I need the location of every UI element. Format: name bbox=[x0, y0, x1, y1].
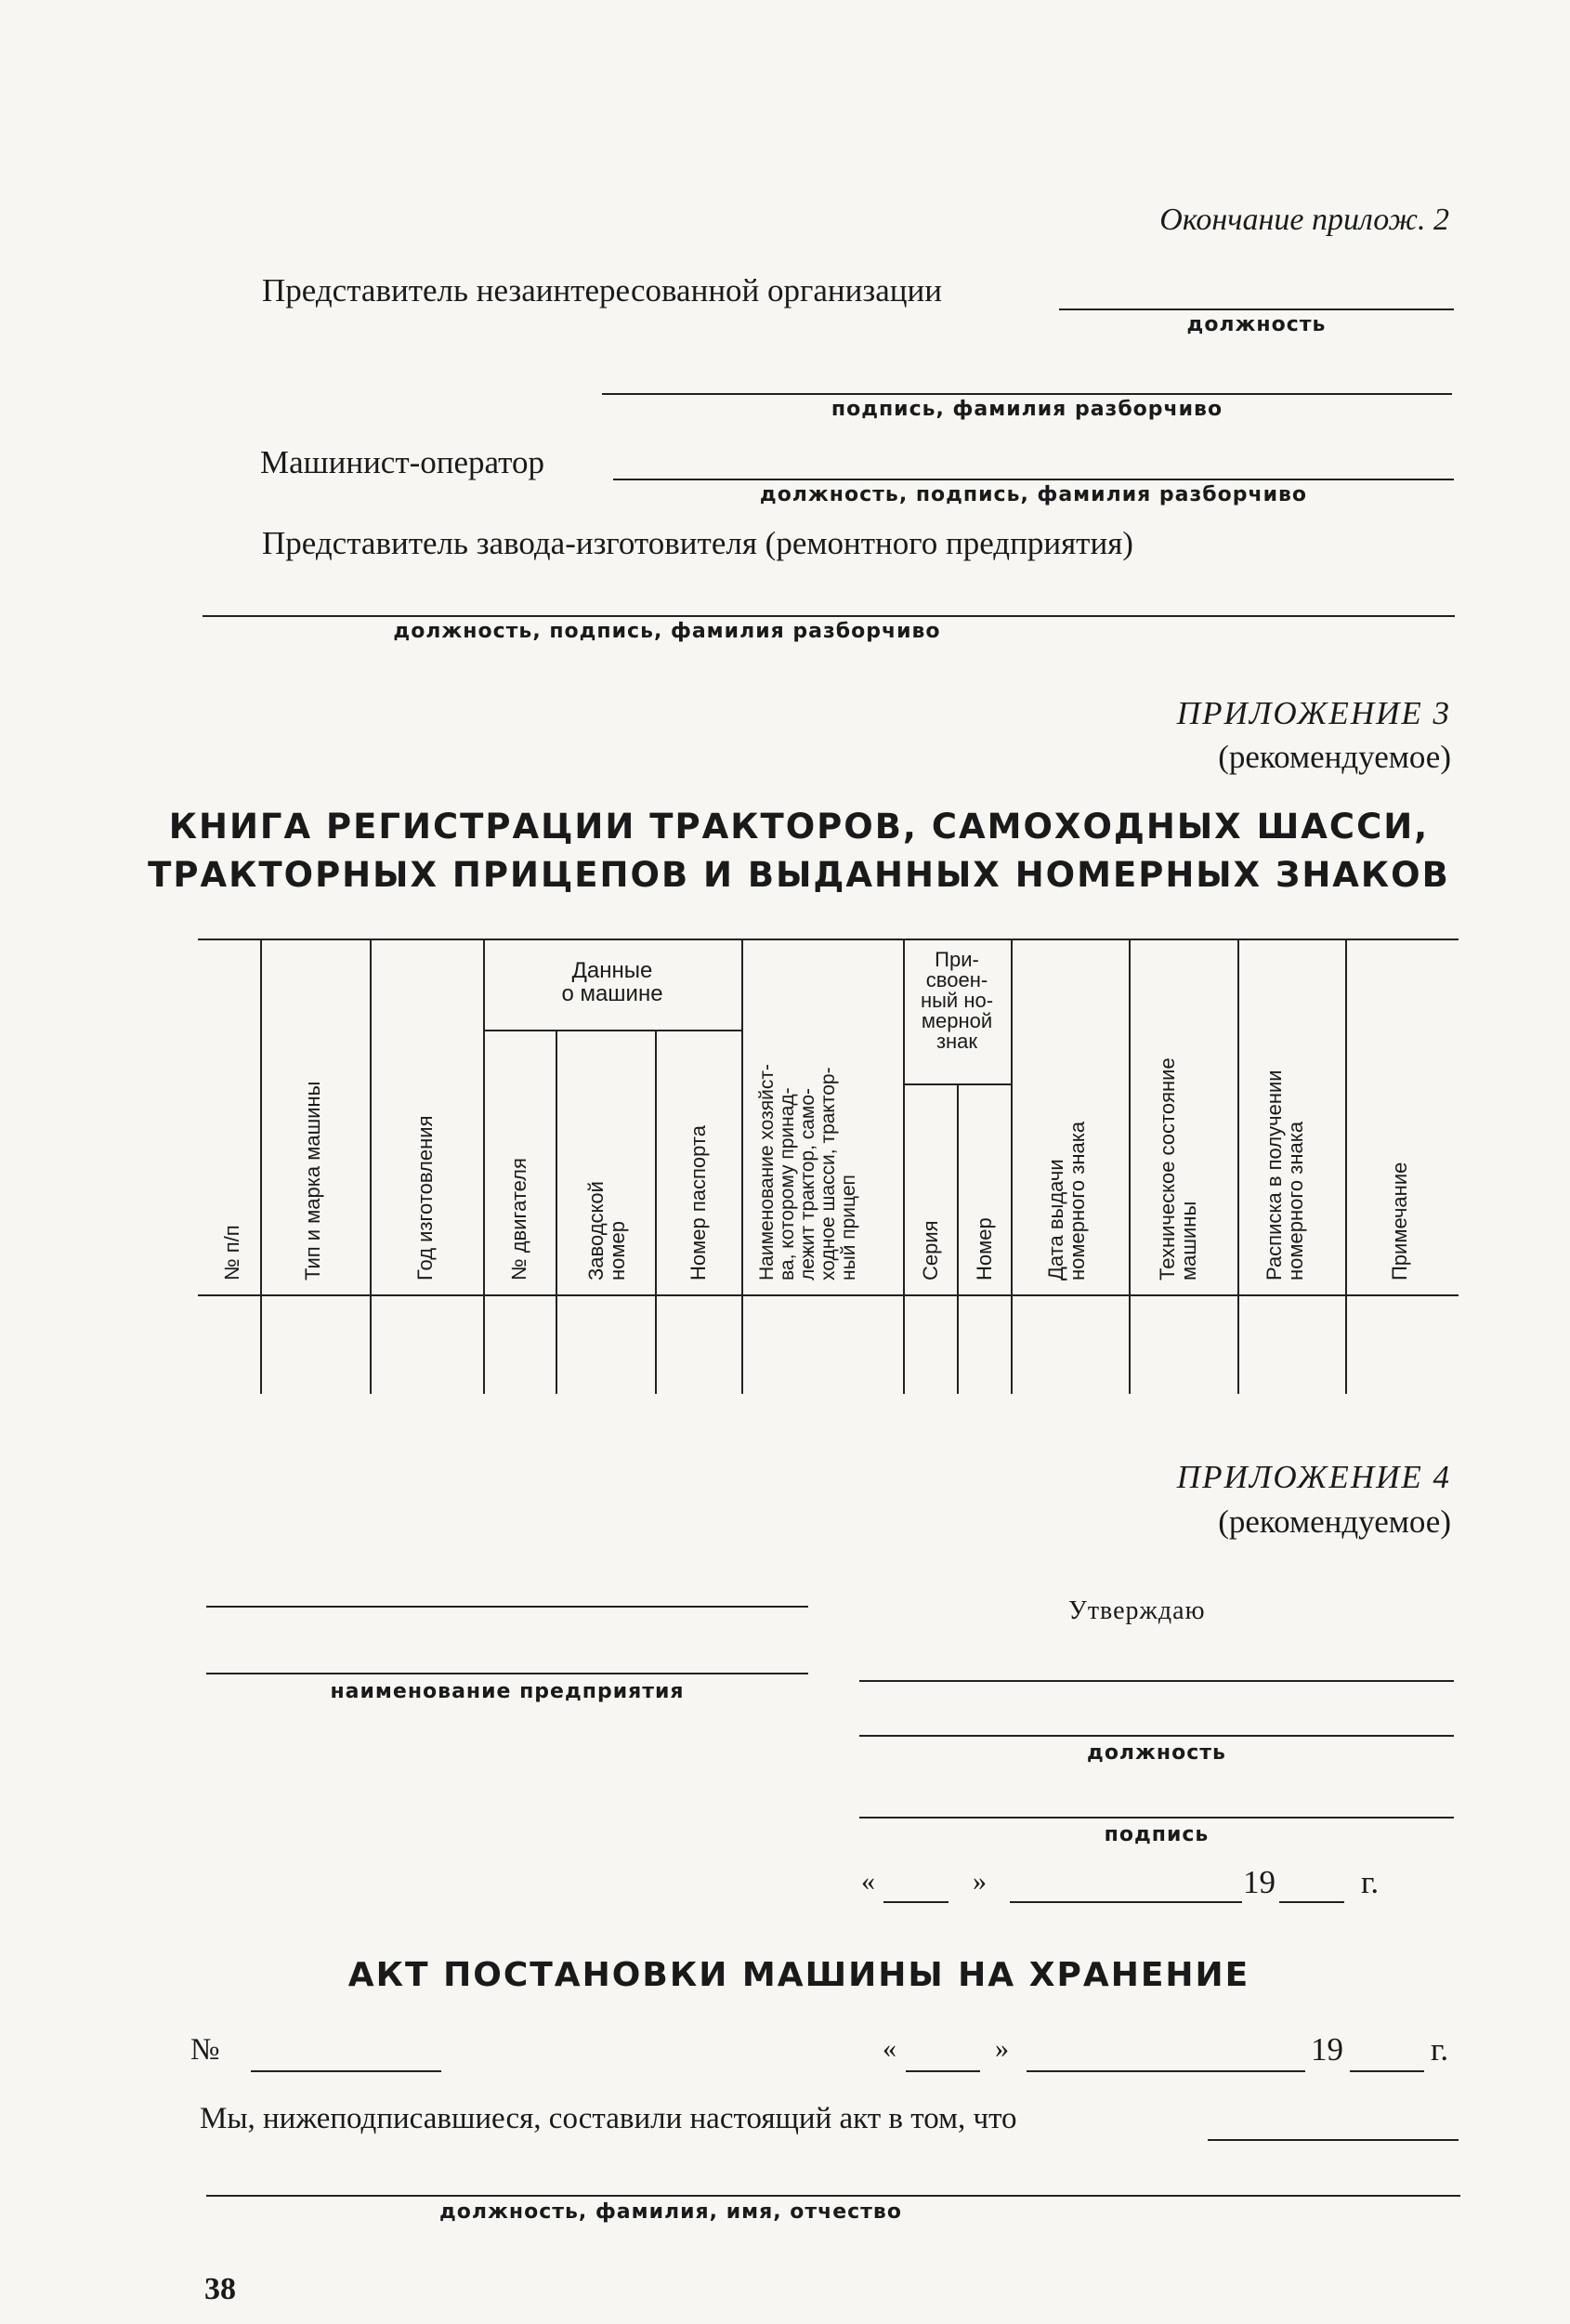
appendix4-title: ПРИЛОЖЕНИЕ 4 bbox=[1176, 1459, 1451, 1495]
col-border-7 bbox=[903, 939, 905, 1394]
approve-signature-line[interactable] bbox=[859, 1817, 1454, 1818]
col-border-12 bbox=[1345, 939, 1347, 1394]
rep-org-position-caption: должность bbox=[1186, 313, 1327, 336]
operator-caption: должность, подпись, фамилия разборчиво bbox=[759, 483, 1308, 506]
group-plate-header: При- своен- ный но- мерной знак bbox=[920, 948, 994, 1053]
approve-date-close-quote: » bbox=[973, 1866, 987, 1897]
act-body: Мы, нижеподписавшиеся, составили настоящий акт в том, что bbox=[200, 2102, 1017, 2135]
col-header-condition: Техническое состояние машины bbox=[1156, 1057, 1201, 1280]
col-border-2 bbox=[370, 939, 372, 1394]
act-body-line[interactable] bbox=[1208, 2139, 1459, 2141]
act-day-line[interactable] bbox=[906, 2070, 980, 2072]
col-border-5 bbox=[655, 1030, 657, 1394]
table-header-bottom bbox=[198, 1294, 1459, 1296]
col-border-3 bbox=[483, 939, 485, 1394]
act-year-prefix: 19 bbox=[1311, 2031, 1343, 2068]
enterprise-line-2[interactable] bbox=[206, 1673, 808, 1674]
approve-month-line[interactable] bbox=[1010, 1901, 1242, 1903]
approve-line-1[interactable] bbox=[859, 1680, 1454, 1682]
col-border-11 bbox=[1237, 939, 1239, 1394]
table-top-border bbox=[198, 939, 1459, 940]
enterprise-caption: наименование предприятия bbox=[330, 1680, 685, 1703]
act-year-line[interactable] bbox=[1350, 2070, 1424, 2072]
col-header-note: Примечание bbox=[1388, 1162, 1411, 1280]
approve-year-suffix: г. bbox=[1361, 1864, 1380, 1900]
appendix3-subtitle: (рекомендуемое) bbox=[1218, 739, 1451, 775]
group-machine-divider bbox=[483, 1030, 741, 1031]
col-header-engine: № двигателя bbox=[507, 1158, 530, 1280]
approve-signature-caption: подпись bbox=[1104, 1823, 1210, 1846]
act-person-caption: должность, фамилия, имя, отчество bbox=[439, 2200, 902, 2224]
col-border-4 bbox=[556, 1030, 557, 1394]
col-border-10 bbox=[1129, 939, 1131, 1394]
group-plate-divider bbox=[903, 1083, 1011, 1085]
col-header-type: Тип и марка машины bbox=[301, 1081, 324, 1280]
col-header-number: № п/п bbox=[220, 1225, 243, 1280]
operator-label: Машинист-оператор bbox=[260, 444, 545, 480]
rep-org-label: Представитель незаинтересованной организации bbox=[262, 272, 942, 309]
appendix3-heading-line1: КНИГА РЕГИСТРАЦИИ ТРАКТОРОВ, САМОХОДНЫХ ШАССИ, bbox=[168, 807, 1430, 847]
page-number: 38 bbox=[204, 2272, 236, 2306]
col-header-series: Серия bbox=[919, 1220, 942, 1280]
act-number-line[interactable] bbox=[251, 2070, 441, 2072]
appendix3-title: ПРИЛОЖЕНИЕ 3 bbox=[1176, 695, 1451, 731]
act-person-line[interactable] bbox=[206, 2195, 1460, 2197]
approve-year-prefix: 19 bbox=[1243, 1864, 1276, 1900]
approve-year-line[interactable] bbox=[1279, 1901, 1344, 1903]
rep-org-signature-caption: подпись, фамилия разборчиво bbox=[831, 398, 1223, 421]
approve-position-caption: должность bbox=[1087, 1741, 1226, 1765]
col-header-issue-date: Дата выдачи номерного знака bbox=[1044, 1121, 1090, 1280]
enterprise-line-1[interactable] bbox=[206, 1606, 808, 1608]
act-date-close-quote: » bbox=[995, 2033, 1009, 2064]
approve-day-line[interactable] bbox=[883, 1901, 949, 1903]
ending-note: Окончание прилож. 2 bbox=[1159, 203, 1449, 237]
act-month-line[interactable] bbox=[1027, 2070, 1305, 2072]
col-border-1 bbox=[260, 939, 262, 1394]
appendix4-subtitle: (рекомендуемое) bbox=[1218, 1503, 1451, 1540]
act-number-label: № bbox=[190, 2033, 220, 2067]
rep-org-signature-line[interactable] bbox=[602, 393, 1452, 395]
act-number-row bbox=[190, 2033, 1472, 2080]
col-header-plate-number: Номер bbox=[973, 1217, 996, 1280]
approve-date bbox=[859, 1866, 1463, 1912]
col-border-9 bbox=[1011, 939, 1013, 1394]
factory-line[interactable] bbox=[203, 615, 1455, 617]
approve-position-line[interactable] bbox=[859, 1735, 1454, 1737]
act-heading: АКТ ПОСТАНОВКИ МАШИНЫ НА ХРАНЕНИЕ bbox=[347, 1956, 1250, 1994]
act-year-suffix: г. bbox=[1431, 2031, 1449, 2068]
operator-line[interactable] bbox=[613, 479, 1454, 480]
col-border-8 bbox=[957, 1083, 959, 1394]
col-header-year: Год изготовления bbox=[413, 1115, 437, 1280]
col-border-6 bbox=[741, 939, 743, 1394]
act-date-open-quote: « bbox=[883, 2033, 896, 2064]
rep-org-position-line[interactable] bbox=[1059, 309, 1454, 310]
factory-label: Представитель завода-изготовителя (ремонтного предприятия) bbox=[262, 525, 1133, 561]
factory-caption: должность, подпись, фамилия разборчиво bbox=[393, 620, 941, 643]
group-machine-header: Данные о машине bbox=[561, 958, 663, 1007]
approve-date-open-quote: « bbox=[861, 1866, 875, 1897]
col-header-passport: Номер паспорта bbox=[687, 1125, 710, 1280]
col-header-receipt: Расписка в получении номерного знака bbox=[1263, 1070, 1308, 1280]
col-header-factory-number: Заводской номер bbox=[584, 1181, 630, 1280]
approve-label: Утверждаю bbox=[1068, 1596, 1206, 1625]
appendix3-heading-line2: ТРАКТОРНЫХ ПРИЦЕПОВ И ВЫДАННЫХ НОМЕРНЫХ ЗНАКОВ bbox=[148, 855, 1450, 895]
col-header-owner: Наименование хозяйст- ва, которому принад- лежит трактор, само- ходное шасси, трактор- ный прицеп bbox=[756, 1064, 860, 1280]
